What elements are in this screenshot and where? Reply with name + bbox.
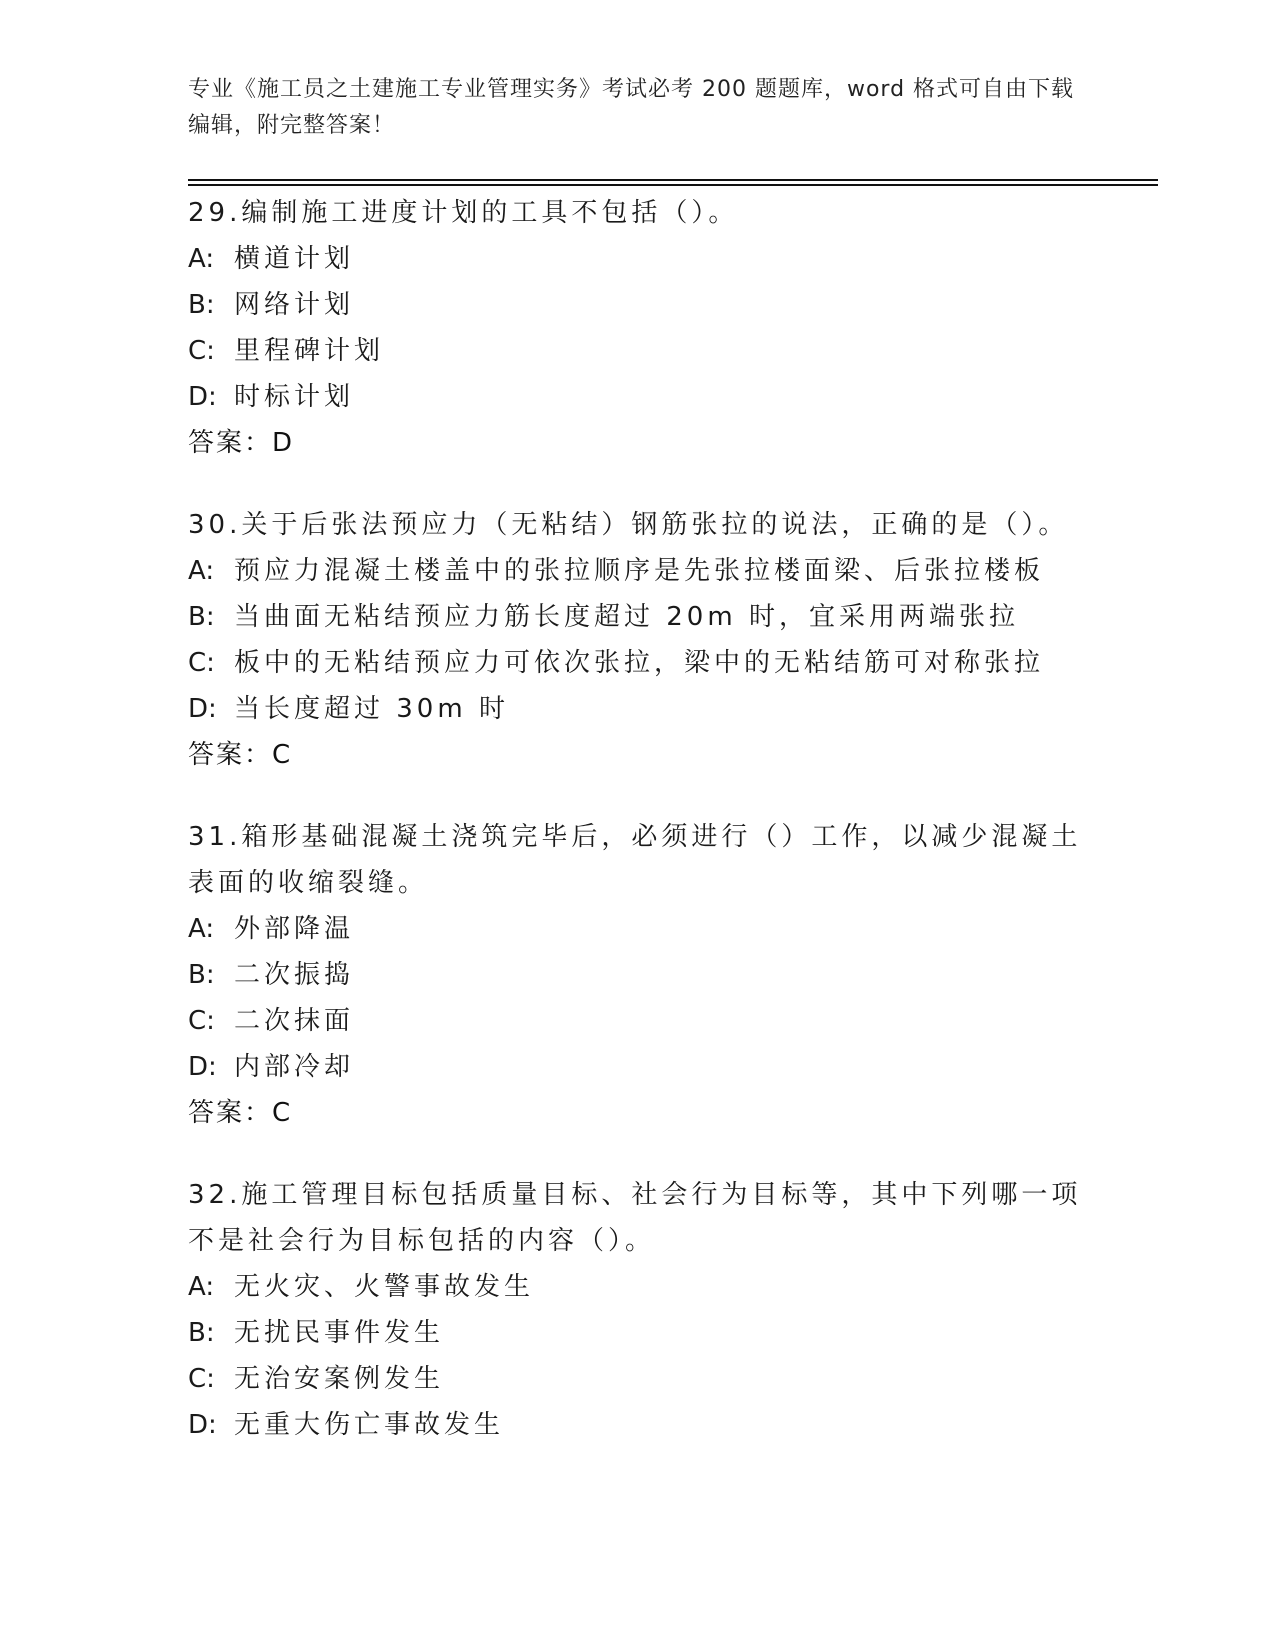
option-label: A: <box>188 1272 215 1302</box>
option-text: 当长度超过 30m 时 <box>234 694 509 724</box>
answer-text: 答案：C <box>188 740 293 770</box>
question-31 <box>188 814 1088 1136</box>
option-label: C: <box>188 1364 215 1394</box>
option-b <box>188 282 1088 328</box>
option-c <box>188 1356 1088 1402</box>
header-divider-top <box>188 179 1158 181</box>
option-d <box>188 374 1088 420</box>
option-label: D: <box>188 1410 217 1440</box>
question-stem: 30.关于后张法预应力（无粘结）钢筋张拉的说法，正确的是（）。 <box>188 510 1069 540</box>
option-text: 无重大伤亡事故发生 <box>234 1410 505 1440</box>
option-text: 二次抹面 <box>234 1006 355 1036</box>
answer-text: 答案：C <box>188 1098 293 1128</box>
option-text: 板中的无粘结预应力可依次张拉，梁中的无粘结筋可对称张拉 <box>234 648 1045 678</box>
option-a <box>188 1264 1088 1310</box>
option-label: C: <box>188 336 215 366</box>
option-text: 无火灾、火警事故发生 <box>234 1272 535 1302</box>
option-d <box>188 686 1088 732</box>
option-label: C: <box>188 1006 215 1036</box>
question-stem: 29.编制施工进度计划的工具不包括（）。 <box>188 198 739 228</box>
option-c <box>188 328 1088 374</box>
option-text: 内部冷却 <box>234 1052 355 1082</box>
header-divider-bottom <box>188 184 1158 186</box>
option-label: C: <box>188 648 215 678</box>
option-text: 时标计划 <box>234 382 355 412</box>
option-label: D: <box>188 382 217 412</box>
option-a <box>188 906 1088 952</box>
option-text: 横道计划 <box>234 244 355 274</box>
option-d <box>188 1044 1088 1090</box>
option-a <box>188 548 1088 594</box>
option-c <box>188 640 1088 686</box>
document-header: 专业《施工员之土建施工专业管理实务》考试必考 200 题题库，word 格式可自由下载编辑，附完整答案！ <box>188 77 1075 138</box>
option-label: A: <box>188 556 215 586</box>
option-label: D: <box>188 694 217 724</box>
question-stem: 31.箱形基础混凝土浇筑完毕后，必须进行（）工作，以减少混凝土表面的收缩裂缝。 <box>188 822 1082 898</box>
option-label: B: <box>188 602 215 632</box>
answer-text: 答案：D <box>188 428 295 458</box>
question-stem: 32.施工管理目标包括质量目标、社会行为目标等，其中下列哪一项不是社会行为目标包括的内容（）。 <box>188 1180 1082 1256</box>
option-label: D: <box>188 1052 217 1082</box>
option-text: 预应力混凝土楼盖中的张拉顺序是先张拉楼面梁、后张拉楼板 <box>234 556 1045 586</box>
question-list <box>188 190 1088 1484</box>
question-30 <box>188 502 1088 778</box>
option-label: B: <box>188 1318 215 1348</box>
option-b <box>188 952 1088 998</box>
option-a <box>188 236 1088 282</box>
option-text: 网络计划 <box>234 290 355 320</box>
option-b <box>188 594 1088 640</box>
option-text: 二次振捣 <box>234 960 355 990</box>
option-b <box>188 1310 1088 1356</box>
option-text: 外部降温 <box>234 914 355 944</box>
question-32 <box>188 1172 1088 1448</box>
option-label: B: <box>188 290 215 320</box>
option-text: 里程碑计划 <box>234 336 385 366</box>
option-label: B: <box>188 960 215 990</box>
option-text: 当曲面无粘结预应力筋长度超过 20m 时，宜采用两端张拉 <box>234 602 1019 632</box>
option-text: 无治安案例发生 <box>234 1364 445 1394</box>
option-label: A: <box>188 244 215 274</box>
option-d <box>188 1402 1088 1448</box>
option-text: 无扰民事件发生 <box>234 1318 445 1348</box>
question-29 <box>188 190 1088 466</box>
option-c <box>188 998 1088 1044</box>
option-label: A: <box>188 914 215 944</box>
